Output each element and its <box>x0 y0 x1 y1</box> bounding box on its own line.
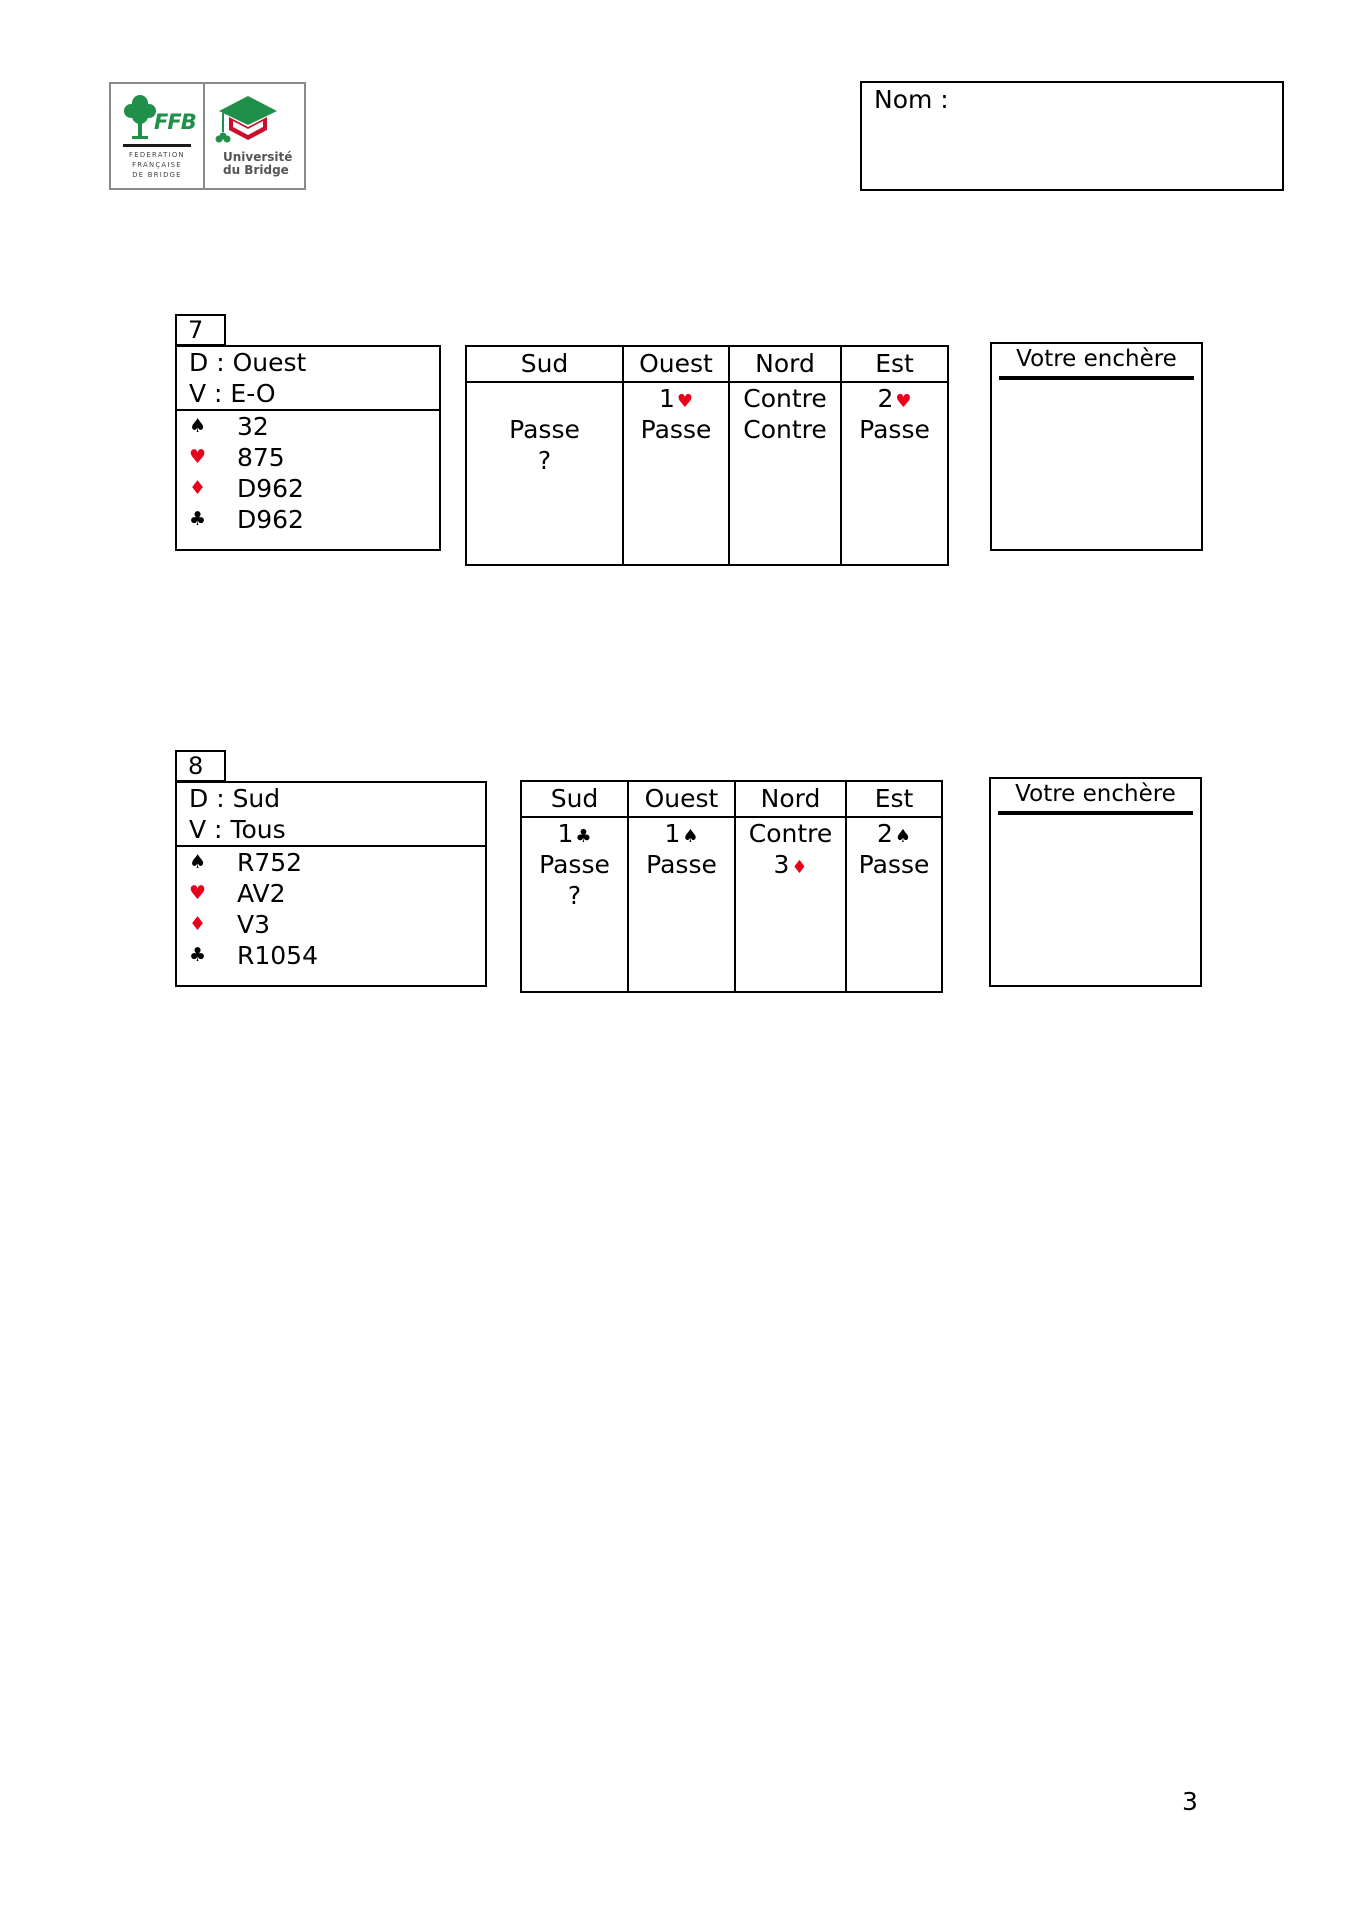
tree-icon <box>123 94 157 140</box>
spade-icon: ♠ <box>189 851 207 873</box>
hand-cards: R752 <box>237 848 303 877</box>
answer-underline <box>998 811 1193 815</box>
bid-header: Ouest <box>629 782 734 818</box>
bid-header: Est <box>842 347 947 383</box>
hand-row-clubs <box>177 940 485 971</box>
hand-row-spades <box>177 411 439 442</box>
deal-number: 8 <box>175 750 226 782</box>
heart-icon: ♥ <box>895 391 912 412</box>
bid-cell: Passe <box>646 850 717 879</box>
bid-cell: Contre <box>743 384 827 413</box>
answer-box[interactable] <box>990 342 1203 551</box>
bidding-table <box>520 780 943 993</box>
ffb-logo-panel <box>111 84 205 188</box>
hand-box <box>175 781 487 987</box>
diamond-icon: ♦ <box>791 857 808 878</box>
bid-cell: Passe <box>859 415 930 444</box>
bid-column-nord <box>728 347 840 564</box>
logo-rule <box>123 144 191 147</box>
dealer-label: D : Sud <box>189 784 281 813</box>
hand-row-diamonds <box>177 473 439 504</box>
deal-info <box>177 347 439 411</box>
dealer-label: D : Ouest <box>189 348 307 377</box>
bid-column-nord <box>734 782 845 991</box>
club-icon: ♣ <box>575 826 592 847</box>
hand-row-diamonds <box>177 909 485 940</box>
universite-logo-text: Université du Bridge <box>223 150 293 177</box>
deal-info <box>177 783 485 847</box>
bid-cell: Passe <box>539 850 610 879</box>
hand-cards: AV2 <box>237 879 286 908</box>
bid-cell: 1 ♣ <box>557 819 592 848</box>
heart-icon: ♥ <box>189 446 207 468</box>
name-label: Nom : <box>874 85 949 114</box>
bid-header: Nord <box>736 782 845 818</box>
bid-cell: 2 ♠ <box>876 819 912 848</box>
deal-number: 7 <box>175 314 226 346</box>
club-icon: ♣ <box>189 944 207 966</box>
hand-row-spades <box>177 847 485 878</box>
answer-label: Votre enchère <box>1015 781 1176 807</box>
heart-icon: ♥ <box>189 882 207 904</box>
heart-icon: ♥ <box>676 391 694 412</box>
bid-cell: 2 ♥ <box>877 384 912 413</box>
spade-icon: ♠ <box>189 415 207 437</box>
spade-icon: ♠ <box>894 826 912 847</box>
answer-underline <box>999 376 1194 380</box>
bid-column-est <box>845 782 941 991</box>
bid-column-ouest <box>627 782 734 991</box>
bid-header: Est <box>847 782 941 818</box>
bid-header: Ouest <box>624 347 728 383</box>
page-number: 3 <box>1182 1787 1198 1816</box>
spade-icon: ♠ <box>682 826 699 847</box>
bid-cell <box>467 383 622 414</box>
bidding-table <box>465 345 949 566</box>
bid-cell: Passe <box>509 415 580 444</box>
hand-row-hearts <box>177 878 485 909</box>
bid-cell: Contre <box>743 415 827 444</box>
bid-column-sud <box>522 782 627 991</box>
hand-row-hearts <box>177 442 439 473</box>
club-icon: ♣ <box>189 508 207 530</box>
bid-cell: 3 ♦ <box>773 850 808 879</box>
name-field[interactable] <box>860 81 1284 191</box>
bid-cell: 1 ♥ <box>658 384 694 413</box>
ffb-logo <box>109 82 306 190</box>
hand-cards: 875 <box>237 443 285 472</box>
bid-cell: Passe <box>640 415 712 444</box>
bid-cell: Contre <box>748 819 833 848</box>
vulnerability-label: V : E-O <box>189 379 276 408</box>
hand-cards: V3 <box>237 910 271 939</box>
ffb-logo-subtitle: FEDERATION FRANÇAISE DE BRIDGE <box>129 151 185 179</box>
hand-cards: D962 <box>237 505 304 534</box>
bid-cell: 1 ♠ <box>664 819 699 848</box>
bid-cell-question: ? <box>537 446 552 475</box>
hand-cards: R1054 <box>237 941 318 970</box>
universite-logo-panel <box>205 84 304 188</box>
bid-column-sud <box>467 347 622 564</box>
bid-cell-question: ? <box>567 881 582 910</box>
bid-header: Sud <box>467 347 622 383</box>
diamond-icon: ♦ <box>189 913 207 935</box>
answer-box[interactable] <box>989 777 1202 987</box>
answer-label: Votre enchère <box>1016 346 1177 372</box>
bid-cell: Passe <box>858 850 930 879</box>
ffb-logo-text: FFB <box>154 110 196 134</box>
bid-column-ouest <box>622 347 728 564</box>
hand-row-clubs <box>177 504 439 535</box>
diamond-icon: ♦ <box>189 477 207 499</box>
hand-box <box>175 345 441 551</box>
bid-header: Sud <box>522 782 627 818</box>
hand-cards: 32 <box>237 412 269 441</box>
bid-column-est <box>840 347 947 564</box>
vulnerability-label: V : Tous <box>189 815 286 844</box>
bid-header: Nord <box>730 347 840 383</box>
graduation-cap-icon <box>213 92 283 148</box>
hand-cards: D962 <box>237 474 304 503</box>
